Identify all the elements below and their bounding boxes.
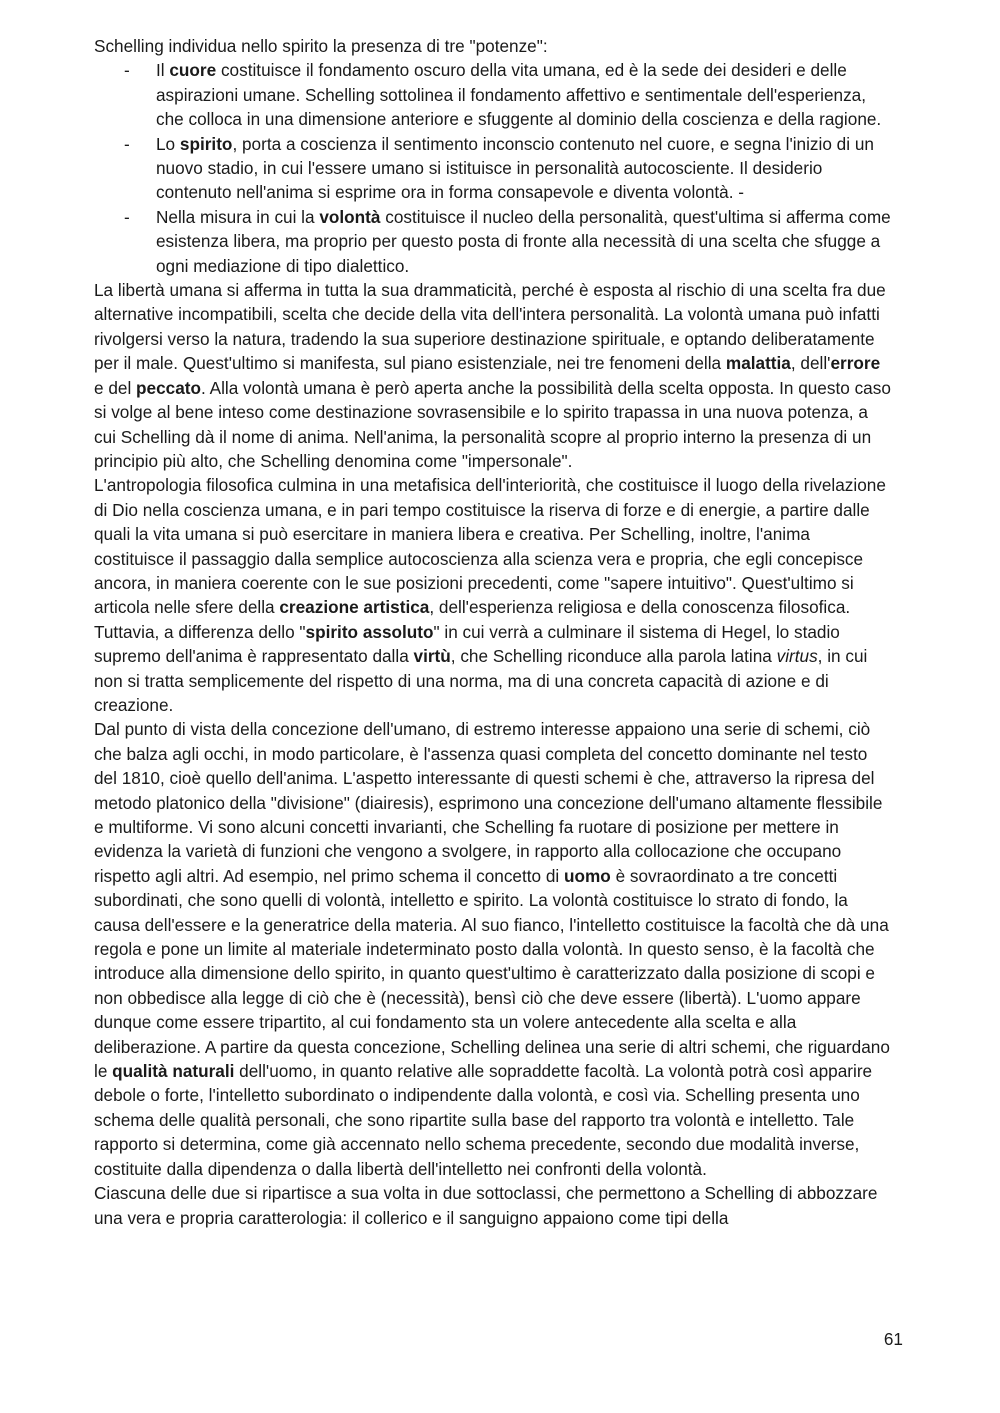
term-spirito-assoluto: spirito assoluto (305, 621, 434, 642)
paragraph-antropologia: L'antropologia filosofica culmina in una metafisica dell'interiorità, che costituisce il luogo della rivelazione di Dio nella coscienza umana, e in pari tempo costituisce la riserva di forze e di energie, a partire dalle quali la vita umana si può esercitare in maniera libera e creativa. Per Schelling, inoltre, l'anima costituisce il passaggio dalla semplice autocoscienza alla scienza vera e propria, che egli concepisce ancora, in maniera coerente con le sue posizioni precedenti, come "sapere intuitivo". Quest'ultimo si articola nelle sfere della creazione artistica, dell'esperienza religiosa e della conoscenza filosofica. Tuttavia, a differenza dello "spirito assoluto" in cui verrà a culminare il sistema di Hegel, lo stadio supremo dell'anima è rappresentato dalla virtù, che Schelling riconduce alla parola latina virtus, in cui non si tratta semplicemente del rispetto di una norma, ma di una concreta capacità di azione e di creazione. (94, 475, 886, 715)
term-uomo: uomo (564, 865, 611, 886)
term-volonta: volontà (319, 206, 381, 227)
list-dash: - (124, 60, 130, 81)
term-peccato: peccato (136, 377, 202, 398)
term-creazione-artistica: creazione artistica (279, 597, 430, 618)
list-dash: - (124, 133, 130, 154)
term-qualita-naturali: qualità naturali (112, 1061, 235, 1082)
term-spirito: spirito (179, 133, 233, 154)
document-page (94, 34, 894, 1230)
paragraph-caratterologia: Ciascuna delle due si ripartisce a sua volta in due sottoclassi, che permettono a Schelling di abbozzare una vera e propria caratterologia: il collerico e il sanguigno appaiono come tipi della (94, 1183, 878, 1228)
paragraph-liberta: La libertà umana si afferma in tutta la sua drammaticità, perché è esposta al rischio di una scelta fra due alternative incompatibili, scelta che decide della vita dell'intera personalità. La volontà umana può infatti rivolgersi verso la natura, tradendo la sua superiore destinazione spirituale, e optando deliberatamente per il male. Quest'ultimo si manifesta, sul piano esistenziale, nei tre fenomeni della malattia, dell'errore e del peccato. Alla volontà umana è però aperta anche la possibilità della scelta opposta. In questo caso si volge al bene inteso come destinazione sovrasensibile e lo spirito trapassa in una nuova potenza, a cui Schelling dà il nome di anima. Nell'anima, la personalità scopre al proprio interno la presenza di un principio più alto, che Schelling denomina come "impersonale". (94, 280, 891, 471)
list-item-cuore: - Il cuore costituisce il fondamento oscuro della vita umana, ed è la sede dei desideri e delle aspirazioni umane. Schelling sottolinea il fondamento affettivo e sentimentale dell'esperienza, che colloca in una dimensione anteriore e sfuggente al dominio della coscienza e della ragione. (124, 60, 882, 130)
potenze-list (94, 58, 894, 278)
term-virtu: virtù (413, 646, 451, 667)
term-virtus: virtus (776, 646, 818, 667)
term-malattia: malattia (725, 353, 791, 374)
list-item-volonta: - Nella misura in cui la volontà costituisce il nucleo della personalità, quest'ultima si afferma come esistenza libera, ma proprio per questo posta di fronte alla necessità di una scelta che sfugge a ogni mediazione di tipo dialettico. (124, 206, 891, 276)
list-item-spirito: - Lo spirito, porta a coscienza il sentimento inconscio contenuto nel cuore, e segna l'inizio di un nuovo stadio, in cui l'essere umano si istituisce in personalità autocosciente. Il desiderio contenuto nell'anima si esprime ora in forma consapevole e diventa volontà. - (124, 133, 874, 203)
paragraph-schemi: Dal punto di vista della concezione dell'umano, di estremo interesse appaiono una serie di schemi, ciò che balza agli occhi, in modo particolare, è l'assenza quasi completa del concetto dominante nel testo del 1810, cioè quello dell'anima. L'aspetto interessante di questi schemi è che, attraverso la ripresa del metodo platonico della "divisione" (diairesis), esprimono una concezione dell'umano altamente flessibile e multiforme. Vi sono alcuni concetti invarianti, che Schelling fa ruotare di posizione per mettere in evidenza la varietà di funzioni che vengono a svolgere, in rapporto alla collocazione che occupano rispetto agli altri. Ad esempio, nel primo schema il concetto di uomo è sovraordinato a tre concetti subordinati, che sono quelli di volontà, intelletto e spirito. La volontà costituisce lo strato di fondo, la causa dell'essere e la generatrice della materia. Al suo fianco, l'intelletto costituisce la facoltà che dà una regola e pone un limite al materiale indeterminato posto dalla volontà. In questo senso, è la facoltà che introduce alla dimensione dello spirito, in quanto quest'ultimo è caratterizzato dalla posizione di scopi e non obbedisce alla legge di ciò che è (necessità), bensì ciò che deve essere (libertà). L'uomo appare dunque come essere tripartito, al cui fondamento sta un volere antecedente alla scelta e alla deliberazione. A partire da questa concezione, Schelling delinea una serie di altri schemi, che riguardano le qualità naturali dell'uomo, in quanto relative alle sopraddette facoltà. La volontà potrà così apparire debole o forte, l'intelletto subordinato o indipendente dalla volontà, e così via. Schelling presenta uno schema delle qualità personali, che sono ripartite sulla base del rapporto tra volontà e intelletto. Tale rapporto si determina, come già accennato nello schema precedente, secondo due modalità inverse, costituite dalla dipendenza o dalla libertà dell'intelletto nei confronti della volontà. (94, 719, 890, 1179)
term-errore: errore (830, 353, 881, 374)
page-number: 61 (883, 1329, 903, 1349)
intro-line: Schelling individua nello spirito la presenza di tre "potenze": (94, 36, 548, 56)
list-dash: - (124, 206, 130, 227)
term-cuore: cuore (169, 60, 217, 81)
